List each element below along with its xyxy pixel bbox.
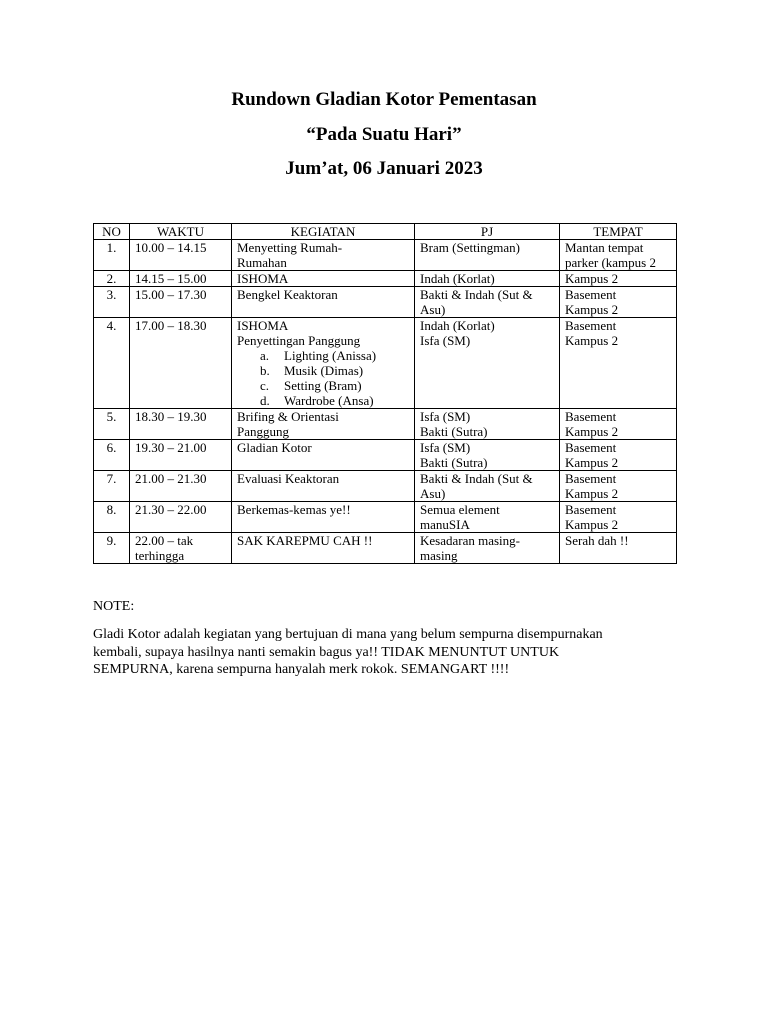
cell-pj	[415, 440, 560, 471]
waktu-line: 21.00 – 21.30	[135, 471, 207, 486]
kegiatan-line: Evaluasi Keaktoran	[237, 471, 340, 486]
cell-no: 2.	[94, 271, 130, 287]
cell-kegiatan	[232, 440, 415, 471]
tempat-line: Kampus 2	[565, 455, 619, 470]
cell-pj	[415, 502, 560, 533]
sub-item-text: Lighting (Anissa)	[284, 348, 377, 363]
cell-no: 9.	[94, 533, 130, 564]
sub-item	[237, 363, 409, 378]
tempat-line: Basement	[565, 409, 617, 424]
tempat-line: Mantan tempat	[565, 240, 644, 255]
cell-waktu	[130, 271, 232, 287]
pj-line: Kesadaran masing-	[420, 533, 520, 548]
cell-waktu	[130, 440, 232, 471]
pj-line: Asu)	[420, 486, 446, 501]
kegiatan-line: Gladian Kotor	[237, 440, 312, 455]
cell-waktu	[130, 287, 232, 318]
column-header-no: NO	[94, 224, 130, 240]
kegiatan-line: Rumahan	[237, 255, 287, 270]
kegiatan-line: Bengkel Keaktoran	[237, 287, 338, 302]
waktu-line: 10.00 – 14.15	[135, 240, 207, 255]
cell-kegiatan	[232, 271, 415, 287]
tempat-line: Basement	[565, 287, 617, 302]
cell-kegiatan	[232, 409, 415, 440]
waktu-line: 19.30 – 21.00	[135, 440, 207, 455]
waktu-line: 15.00 – 17.30	[135, 287, 207, 302]
cell-tempat	[560, 471, 677, 502]
cell-kegiatan	[232, 502, 415, 533]
tempat-line: Kampus 2	[565, 302, 619, 317]
sub-item-marker: b.	[260, 363, 270, 378]
waktu-line: 18.30 – 19.30	[135, 409, 207, 424]
cell-no: 5.	[94, 409, 130, 440]
cell-waktu	[130, 409, 232, 440]
cell-no: 7.	[94, 471, 130, 502]
note-line: Gladi Kotor adalah kegiatan yang bertujuan di mana yang belum sempurna disempurnakan	[93, 627, 603, 642]
pj-line: Indah (Korlat)	[420, 271, 495, 286]
cell-tempat	[560, 240, 677, 271]
pj-line: Isfa (SM)	[420, 409, 471, 424]
tempat-line: Kampus 2	[565, 517, 619, 532]
table-row	[94, 318, 677, 409]
kegiatan-line: Menyetting Rumah-	[237, 240, 343, 255]
column-header-kegiatan: KEGIATAN	[232, 224, 415, 240]
tempat-line: Basement	[565, 318, 617, 333]
table-row	[94, 409, 677, 440]
pj-line: Bakti & Indah (Sut &	[420, 287, 533, 302]
sub-item-marker: d.	[260, 393, 270, 408]
cell-tempat	[560, 440, 677, 471]
rundown-table	[93, 223, 677, 564]
pj-line: Semua element	[420, 502, 500, 517]
cell-no: 8.	[94, 502, 130, 533]
document-subtitle: “Pada Suatu Hari”	[306, 124, 462, 145]
pj-line: Isfa (SM)	[420, 333, 471, 348]
kegiatan-line: Brifing & Orientasi	[237, 409, 339, 424]
cell-no: 6.	[94, 440, 130, 471]
kegiatan-line: Berkemas-kemas ye!!	[237, 502, 351, 517]
pj-line: Bakti & Indah (Sut &	[420, 471, 533, 486]
table-row	[94, 502, 677, 533]
pj-line: Indah (Korlat)	[420, 318, 495, 333]
cell-waktu	[130, 240, 232, 271]
cell-kegiatan	[232, 471, 415, 502]
cell-pj	[415, 318, 560, 409]
cell-no: 1.	[94, 240, 130, 271]
tempat-line: Basement	[565, 471, 617, 486]
cell-waktu	[130, 318, 232, 409]
tempat-line: Kampus 2	[565, 424, 619, 439]
kegiatan-line: Penyettingan Panggung	[237, 333, 361, 348]
pj-line: Bram (Settingman)	[420, 240, 521, 255]
table-row	[94, 533, 677, 564]
tempat-line: Kampus 2	[565, 486, 619, 501]
tempat-line: Kampus 2	[565, 271, 619, 286]
pj-line: Bakti (Sutra)	[420, 424, 488, 439]
cell-pj	[415, 533, 560, 564]
cell-waktu	[130, 502, 232, 533]
column-header-pj: PJ	[415, 224, 560, 240]
waktu-line: 22.00 – tak	[135, 533, 194, 548]
table-row	[94, 471, 677, 502]
cell-kegiatan	[232, 533, 415, 564]
cell-kegiatan	[232, 318, 415, 409]
cell-waktu	[130, 533, 232, 564]
cell-pj	[415, 271, 560, 287]
sub-item-marker: c.	[260, 378, 270, 393]
pj-line: Isfa (SM)	[420, 440, 471, 455]
cell-tempat	[560, 318, 677, 409]
kegiatan-line: ISHOMA	[237, 318, 289, 333]
column-header-waktu: WAKTU	[130, 224, 232, 240]
sub-item	[237, 348, 409, 363]
sub-item-text: Setting (Bram)	[284, 378, 362, 393]
tempat-line: Kampus 2	[565, 333, 619, 348]
tempat-line: Serah dah !!	[565, 533, 629, 548]
cell-tempat	[560, 409, 677, 440]
cell-pj	[415, 287, 560, 318]
cell-no: 4.	[94, 318, 130, 409]
pj-line: Asu)	[420, 302, 446, 317]
sub-item-text: Wardrobe (Ansa)	[284, 393, 374, 408]
kegiatan-line: Panggung	[237, 424, 289, 439]
cell-tempat	[560, 533, 677, 564]
cell-kegiatan	[232, 240, 415, 271]
cell-no: 3.	[94, 287, 130, 318]
table-header-row	[94, 224, 677, 240]
tempat-line: Basement	[565, 502, 617, 517]
waktu-line: 17.00 – 18.30	[135, 318, 207, 333]
sub-item-text: Musik (Dimas)	[284, 363, 364, 378]
sub-item	[237, 378, 409, 393]
sub-item	[237, 393, 409, 408]
column-header-tempat: TEMPAT	[560, 224, 677, 240]
pj-line: Bakti (Sutra)	[420, 455, 488, 470]
kegiatan-line: ISHOMA	[237, 271, 289, 286]
sub-item-marker: a.	[260, 348, 270, 363]
cell-tempat	[560, 502, 677, 533]
waktu-line: terhingga	[135, 548, 185, 563]
cell-tempat	[560, 271, 677, 287]
pj-line: manuSIA	[420, 517, 470, 532]
document-title: Rundown Gladian Kotor Pementasan	[231, 89, 537, 110]
tempat-line: Basement	[565, 440, 617, 455]
cell-pj	[415, 409, 560, 440]
waktu-line: 14.15 – 15.00	[135, 271, 207, 286]
waktu-line: 21.30 – 22.00	[135, 502, 207, 517]
table-row	[94, 287, 677, 318]
cell-pj	[415, 240, 560, 271]
table-row	[94, 240, 677, 271]
table-row	[94, 440, 677, 471]
cell-pj	[415, 471, 560, 502]
cell-waktu	[130, 471, 232, 502]
table-row	[94, 271, 677, 287]
document-date: Jum’at, 06 Januari 2023	[285, 158, 483, 179]
note-body	[93, 626, 673, 679]
tempat-line: parker (kampus 2	[565, 255, 656, 270]
cell-tempat	[560, 287, 677, 318]
kegiatan-line: SAK KAREPMU CAH !!	[237, 533, 373, 548]
pj-line: masing	[420, 548, 458, 563]
note-line: kembali, supaya hasilnya nanti semakin bagus ya!! TIDAK MENUNTUT UNTUK	[93, 644, 560, 660]
note-label: NOTE:	[93, 599, 135, 614]
note-line: SEMPURNA, karena sempurna hanyalah merk rokok. SEMANGART !!!!	[93, 662, 510, 677]
cell-kegiatan	[232, 287, 415, 318]
